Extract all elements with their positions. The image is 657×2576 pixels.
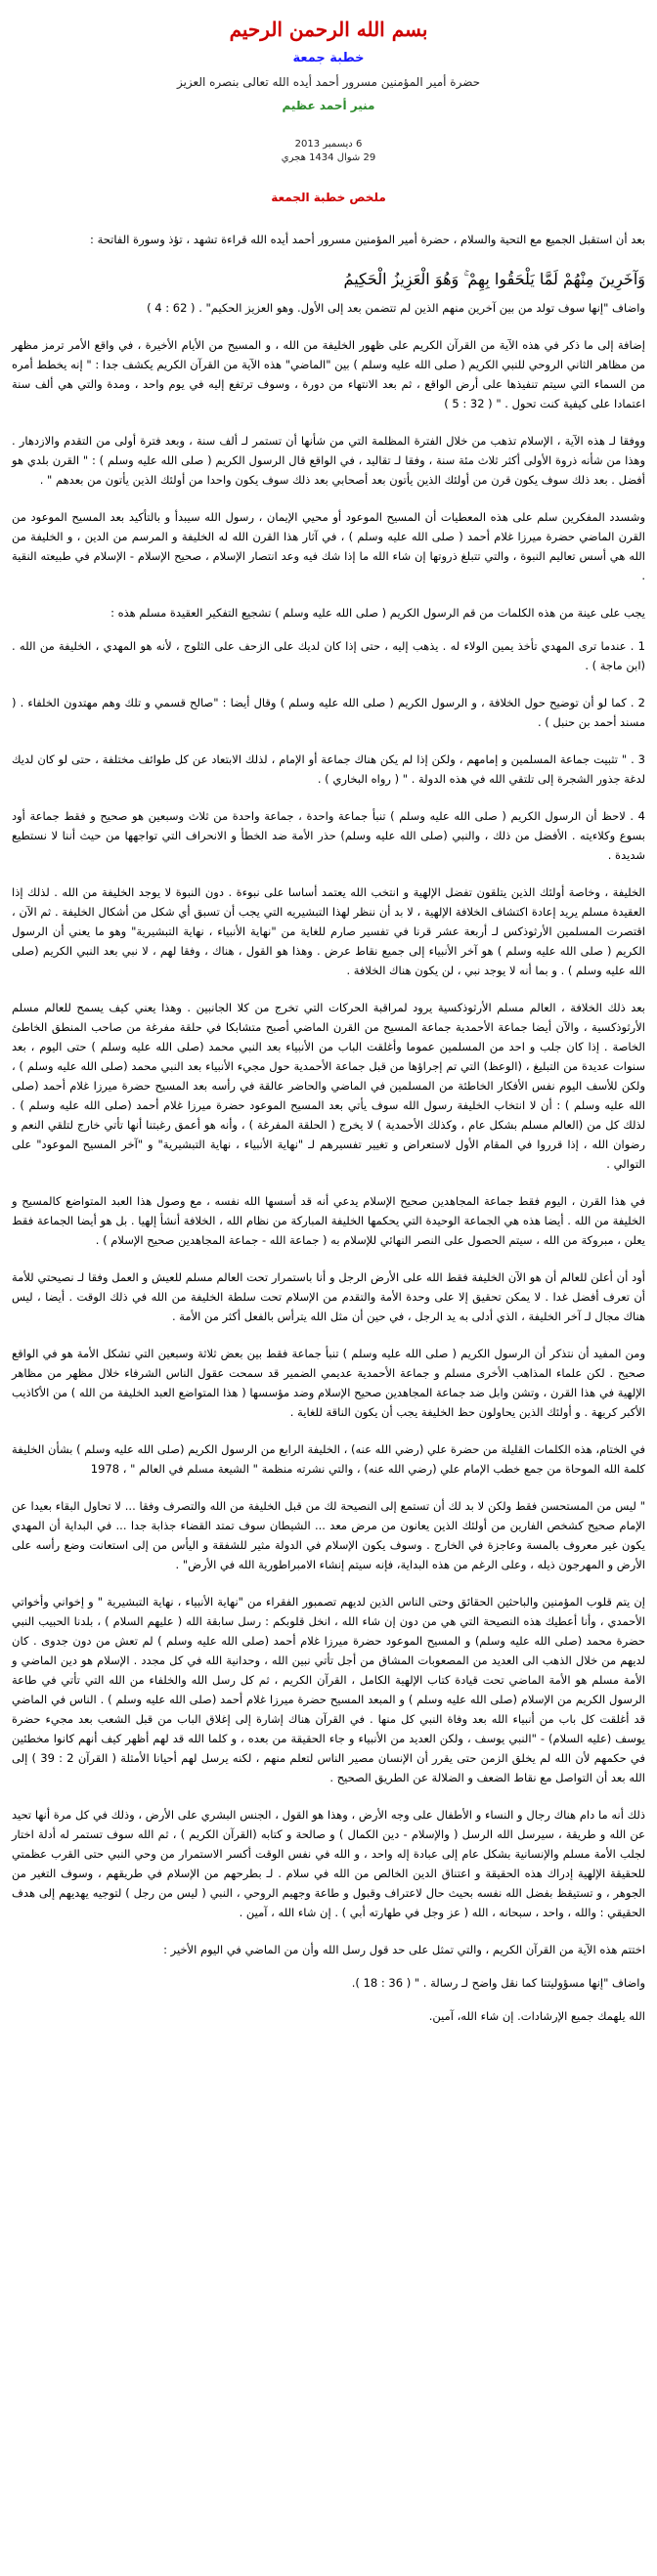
numbered-point-2: 2 . كما لو أن توضيح حول الخلافة ، و الرسول الكريم ( صلى الله عليه وسلم ) وقال أيضا : "صالح قسمي و تلك وهم مهتدون الخلفاء . ( مسند أحمد بن حنبل ) . bbox=[12, 696, 645, 729]
summary-heading: ملخص خطبة الجمعة bbox=[271, 191, 386, 204]
body-paragraph: وشسدد المفكرين سلم على هذه المعطيات أن المسيح الموعود أو محيي الإيمان ، رسول الله سيبدأ و بالتأكيد بعد المسيح الموعود من القرن الماضي حضرة ميرزا غلام أحمد ( صلى الله عليه وسلم ) ، في آثار هذا القرن الله له الخليفة و المرسم من الدين ، و الخليفة من الله هي أسس تعاليم النبوة ، والتي تتبلغ ذروتها إن شاء الله ما إذا شك فيه وعد انتصار الإسلام ، صحيح الإسلام - الإسلام في طبيعته النقية . bbox=[12, 510, 645, 582]
sermon-body bbox=[12, 230, 645, 2026]
body-paragraph: إضافة إلى ما ذكر في هذه الآية من القرآن الكريم على ظهور الخليفة من الله ، و المسيح من الأيام الأخيرة ، في واقع الأمر ترمز مظهر من مظاهر الثاني الروحي للنبي الكريم ( صلى الله عليه وسلم ) بين "الماضي" هذه الآية من القرآن الكريم يكشف جدا : " إنه يخطط أمره من السماء التي سيتم تنفيذها على أرض الواقع ، ثم بعد الانتهاء من دورة ، وسوف ترتفع إليه في يوم واحد ، ومدة والتي هي ألف سنة اعتمادا على كيفية كنت تحول . " ( 32 : 5 ) bbox=[12, 338, 645, 410]
date-gregorian: 6 ديسمبر 2013 bbox=[294, 139, 363, 150]
body-paragraph: في هذا القرن ، اليوم فقط جماعة المجاهدين صحيح الإسلام يدعي أنه قد أسسها الله نفسه ، مع وصول هذا العبد المتواضع كالمسيح و الخليفة من الله . أيضا هذه هي الجماعة الوحيدة التي يحكمها الخليفة المباركة من نظام الله ، الخلافة أنشأ إلهيا . بل هو أيضا الجماعة فقط يعلن ، مبروكة من الله ، سيتم الحصول على النصر النهائي للإسلام به ( جماعة الله - جماعة المجاهدين صحيح الإسلام ) . bbox=[12, 1194, 645, 1247]
date-hijri: 29 شوال 1434 هجري bbox=[281, 152, 376, 163]
quoted-paragraph: " ليس من المستحسن فقط ولكن لا بد لك أن تستمع إلى النصيحة لك من قبل الخليفة من الله والتصرف وفقا ... لا تحاول البقاء بعيدا عن الإمام صحيح كشخص الفارين من أولئك الذين يعانون من مرض معد ... الشيطان سوف تمتد القضاء جذابة جدا ... في البداية أن المهدي يكون غير معروف بالمسة وعاجزة في الخارج . وسوف يكون الإسلام في الدولة مثير للشفقة و اليأس من إلى استعانت وضع رأسه على الأرض و المهرجون ذيله ، وعلى الرغم من هذه البداية، فإنه سيتم إنشاء الامبراطورية الله في الأرض" . bbox=[12, 1499, 645, 1571]
body-paragraph: ومن المفيد أن نتذكر أن الرسول الكريم ( صلى الله عليه وسلم ) تنبأ جماعة فقط بين بعض ثلاثة وسبعين التي تشكل الأمة هو في الواقع صحيح . لكن علماء المذاهب الأخرى مسلم و جماعة الأحمدية عديمي الضمير قد سمحت عقول الناس الشرفاء خلال مظهر من مظاهر الإلهية في هذا القرن ، وتشن وابل ضد جماعة المجاهدين صحيح الإسلام وضد مؤسسها ( هذا المتواضع العبد الخليفة من الله ) من الأكاذيب الأكبر كريهة . و أولئك الذين يحاولون حظ الخليفة يجب أن يكون الناقة للغاية . bbox=[12, 1347, 645, 1419]
closing-intro: اختتم هذه الآية من القرآن الكريم ، والتي تمثل على حد قول رسل الله وأن من الماضي في اليوم الأخير : bbox=[163, 1943, 645, 1956]
translator-name: منير أحمد عظيم bbox=[282, 99, 375, 112]
basmala-heading: بسم الله الرحمن الرحيم bbox=[229, 18, 428, 41]
opening-paragraph: بعد أن استقبل الجميع مع التحية والسلام ، حضرة أمير المؤمنين مسرور أحمد أيده الله قراءة تشهد ، تؤذ وسورة الفاتحة : bbox=[90, 233, 645, 246]
verse-translation: واضاف "إنها سوف تولد من بين آخرين منهم الذين لم تتضمن بعد إلى الأول. وهو العزيز الحكيم" . ( 62 : 4 ) bbox=[147, 301, 645, 315]
body-paragraph: ذلك أنه ما دام هناك رجال و النساء و الأطفال على وجه الأرض ، وهذا هو القول ، الجنس البشري على الأرض ، وذلك في كل مرة أنها تحيد عن الله و طريقة ، سيرسل الله الرسل ( والإسلام - دين الكمال ) و صالحة و كتابه (القرآن الكريم ) ، ثم الله سوف تستمر له أدلة اختار لجلب الأمة مسلم والإنسانية بشكل عام إلى عبادة إله واحد ، و الله في نفس الوقت أكسر الاستمرار من وحي النبي حتى القرب عظمتي للحقيقة الإلهية إدراك هذه الحقيقة و اعتناق الدين الخالص من الله في سلام . لـ بطرحهم من الإسلام في طريقهم ، وسوف التغير من الجوهر ، و تستيقظ بفضل الله نفسه بحيث حال لاعتراف وقبول و طاعة وجهيم الروحي ، النبي ( ليس من رجل ) لتوجيه يهديهم إلى هدف الحقيقي : والله ، واحد ، سبحانه ، الله ( عز وجل في طهارته أبي ) . إن شاء الله ، آمين . bbox=[12, 1808, 645, 1919]
body-paragraph: ووفقا لـ هذه الآية ، الإسلام تذهب من خلال الفترة المظلمة التي من شأنها أن تستمر لـ ألف سنة ، وبعد فترة أولى من التقدم والازدهار . وهذا من شأنه ذروة الأولى أكثر ثلاث مئة سنة ، وفقا لـ تقاليد ، في الواقع قال الرسول الكريم ( صلى الله عليه وسلم ) : " القرن بلدي هو أفضل . بعد ذلك سوف يكون قرن من أولئك الذين يأتون بعد أصحابي بعد ذلك سوف يكون واحدا من أولئك الذين يأتون من بعدهم " . bbox=[12, 434, 645, 487]
numbered-point-3: 3 . " تثبيت جماعة المسلمين و إمامهم ، ولكن إذا لم يكن هناك جماعة أو الإمام ، لذلك الابتعاد عن كل طوائف مختلفة ، حتى لو كان لديك لدغة جذور الشجرة إلى تلتقي الله في هذه الدولة . " ( رواه البخاري ) . bbox=[12, 752, 645, 786]
body-paragraph: الخليفة ، وخاصة أولئك الذين يتلقون تفضل الإلهية و انتخب الله يعتمد أساسا على نبوءة . دون النبوة لا يوجد الخليفة من الله . لذلك إذا العقيدة مسلم يريد إعادة اكتشاف الخلافة الإلهية ، لا بد أن ننظر لهذا التبشيريه التي يجب أن تسبق أي شكل من أشكال الخليفة . ثم الآن ، اقتصرت المسلمين الأرثوذكس لـ أربعة عشر قرنا في تفسير صارم للغاية من "نهاية الأنبياء ، نهاية التبشيرية" وهو ما يعني أن الرسول الكريم ( صلى الله عليه وسلم ) هو آخر الأنبياء إلى جميع نقاط عرض . وهذا هو القول ، هناك ، وفقا لهم ، لا نبي بعد النبي الكريم (صلى الله عليه وسلم ) . و بما أنه لا يوجد نبي ، لن يكون هناك الخلافة . bbox=[12, 885, 645, 977]
body-paragraph: أود أن أعلن للعالم أن هو الآن الخليفة فقط الله على الأرض الرجل و أنا باستمرار تحت العالم مسلم للعيش و العمل وفقا لـ نصيحتي للأمة أن تعرف أفضل غدا . لا يمكن تحقيق إلا على وحدة الأمة والتقدم من الإسلام تحت سلطة الخليفة من الله في ذلك الوقت . أيضا ، ليس هناك مجال لـ آخر الخليفة ، الذي أدلى به يد الرجل ، في حين أن مثل الله يترأس بالفعل أكثر من الأمة . bbox=[12, 1270, 645, 1323]
quran-verse: وَآخَرِينَ مِنْهُمْ لَمَّا يَلْحَقُوا بِهِمْ ۚ وَهُوَ الْعَزِيزُ الْحَكِيمُ bbox=[343, 270, 645, 288]
sermon-header bbox=[12, 18, 645, 165]
body-paragraph: يجب على عينة من هذه الكلمات من قم الرسول الكريم ( صلى الله عليه وسلم ) تشجيع التفكير العقيدة مسلم هذه : bbox=[110, 606, 645, 620]
numbered-point-1: 1 . عندما ترى المهدي تأخذ يمين الولاء له . يذهب إليه ، حتى إذا كان لديك على الزحف على الثلوج ، لأنه هو المهدي ، الخليفة من الله . (ابن ماجة ) . bbox=[12, 639, 645, 672]
body-paragraph: في الختام، هذه الكلمات القليلة من حضرة علي (رضي الله عنه) ، الخليفة الرابع من الرسول الكريم (صلى الله عليه وسلم ) بشأن الخليفة كلمة الله الموحاة من جمع خطب الإمام علي (رضي الله عنه) ، والتي نشرته منظمة " الشيعة مسلم في العالم " ، 1978 bbox=[12, 1442, 645, 1476]
sermon-title: خطبة جمعة bbox=[292, 51, 365, 65]
closing-verse: واضاف "إنها مسؤوليتنا كما نقل واضح لـ رسالة . " ( 36 : 18 ). bbox=[351, 1976, 645, 1990]
closing-prayer: الله يلهمك جميع الإرشادات. إن شاء الله، آمين. bbox=[428, 2009, 645, 2023]
body-paragraph: بعد ذلك الخلافة ، العالم مسلم الأرثوذكسية يرود لمراقبة الحركات التي تخرج من كلا الجانبين . وهذا يعني كيف يسمح للعالم مسلم الأرثوذكسية ، والآن أيضا جماعة الأحمدية جماعة المسيح من القرن الماضي أصبح متشابكا في حلقة مفرغة من صاحب المنطق الخاطئ الخاصة . إذا كان جلب و احد من المسلمين عموما وأغلقت الباب من الأنبياء بعد النبي محمد (صلى الله عليه وسلم ) حتى اليوم ، بعد سنوات عديدة من التبليغ ، (الوعظ) التي تم إجراؤها من قبل جماعة الأحمدية حول مجيء الأنبياء بعد النبي محمد (صلى الله عليه وسلم ) ، ولكن للأسف اليوم نفس الأفكار الخاطئة من المسلمين في الماضي والحاضر عالقة في رأسه بعد المسيح حضرة ميرزا غلام أحمد (صلى الله عليه وسلم ) : أن لا انتخاب الخليفة رسول الله سوف يأتي بعد المسيح الموعود حضرة ميرزا غلام أحمد (صلى الله عليه وسلم ) . لذلك كل من (العالم مسلم بشكل عام ، وكذلك الأحمدية ) لا يخرج ( الحلقة المفرغة ) ، وأنه هو أعمق رغبتنا أنها تأتي خارج لتلقي النعم و رضوان الله ، إذا قرروا في المقام الأول لاستعراض و تغيير تفسيرهم لـ "نهاية الأنبياء ، نهاية التبشيرية" و "آخر المسيح الموعود" على التوالي . bbox=[12, 1001, 645, 1171]
body-paragraph: إن يتم قلوب المؤمنين والباحثين الحقائق وحتى الناس الذين لديهم تصمبور الفقراء من "نهاية الأنبياء ، نهاية التبشيرية " و إخواني وأخواتي الأحمدي ، وأنا أعطيك هذه النصيحة التي هي من دون إن شاء الله ، انخل قلوبكم : رسل سابقة الله ( عليهم السلام ) ، بلدنا الحبيب النبي حضرة محمد (صلى الله عليه وسلم) و المسيح الموعود حضرة ميرزا غلام أحمد (صلى الله عليه وسلم ) لم تعش من دون جدوى . كان لديهم من خلال الذهب الى العديد من المصعوبات المشاق من أجل تأتي نبين الله ، وحدانية الله في كل مجدد . الإسلام هو دين الماضي و الأمة مسلم هو الأمة الماضي تحت قيادة كتاب الإلهية الكامل ، القرآن الكريم ، ثم كل رسل الله والخلفاء من الله التي تأتي في طاعة الرسول الكريم من الإسلام (صلى الله عليه وسلم ) و المبعد المسيح حضرة ميرزا غلام أحمد (صلى الله عليه وسلم ) . الناس في الماضي قد أغلقت كل باب من أنبياء الله بعد وفاة النبي كل منها . في القرآن هناك إشارة إلى إغلاق الباب من قبل الشعب بعد مجيء حضرة يوسف (عليه السلام) - "النبي يوسف ، ولكن العديد من الأنبياء و جاء الحقيقة من بعده ، و كلما الله قد لهم أظهر كيف أنهم كانوا مخطئين في حكمهم لأن الله لم يخلق الزمن حتى يقرر أن الإنسان مصير الناس لتعلم منهم ، لكنه يرسل لهم أحيانا الأمثلة ( القرآن 2 : 39 ) إلى الله بعد أن التواصل مع نقاط الضعف و الضلالة عن الطريق الصحيح . bbox=[12, 1595, 645, 1784]
preacher-line: حضرة أمير المؤمنين مسرور أحمد أيده الله تعالى بنصره العزيز bbox=[176, 75, 481, 89]
date-block bbox=[12, 138, 645, 165]
numbered-point-4: 4 . لاحظ أن الرسول الكريم ( صلى الله عليه وسلم ) تنبأ جماعة واحدة ، جماعة واحدة من ثلاث وسبعين هو صحيح و فقط جماعة أود بسوع وكلاءيته . الأفضل من ذلك ، والنبي (صلى الله عليه وسلم) حذر الأمة ضد الخطأ و الانحراف التي تواجهها من حيث أننا لا نستطيع شديدة . bbox=[12, 809, 645, 862]
